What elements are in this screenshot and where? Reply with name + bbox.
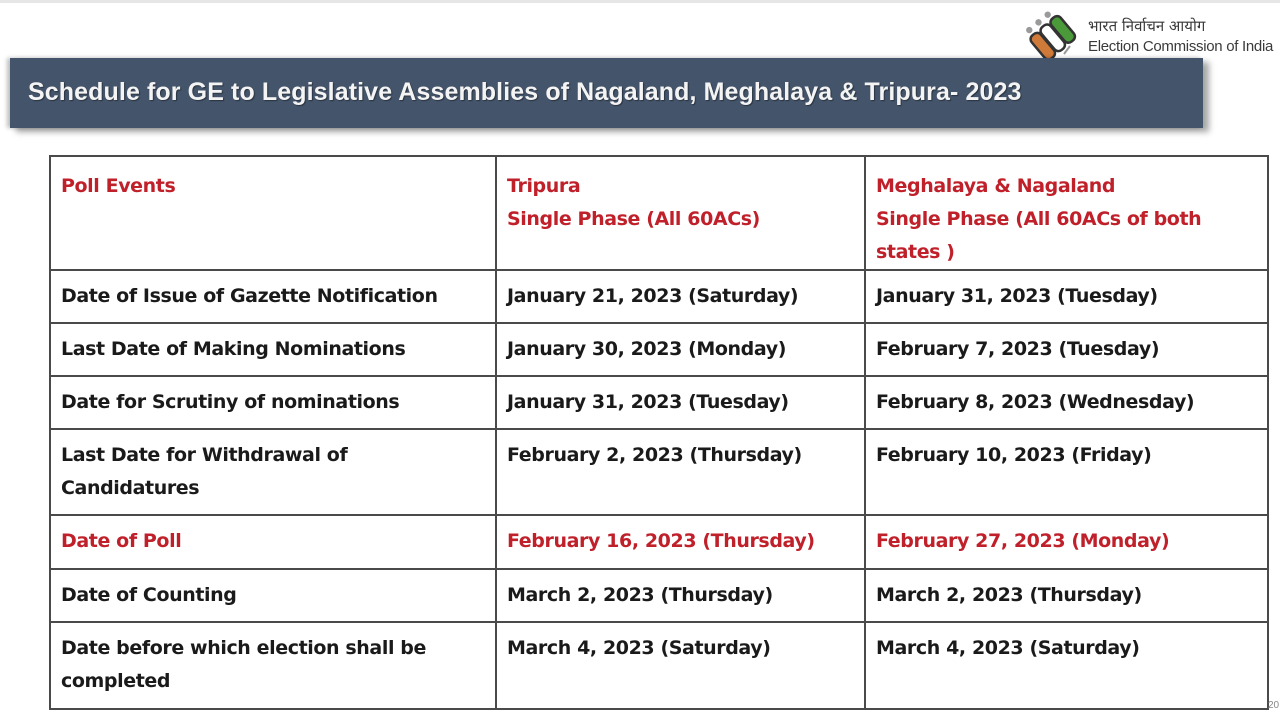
mn-date-cell: March 2, 2023 (Thursday): [865, 569, 1268, 622]
tripura-date-cell: January 21, 2023 (Saturday): [496, 270, 865, 323]
table-row-date-of-poll: [50, 515, 1268, 569]
mn-date-cell: February 10, 2023 (Friday): [865, 429, 1268, 515]
header-tripura-state: Tripura: [507, 175, 581, 197]
event-cell: Date before which election shall be completed: [50, 622, 496, 709]
table-header-row: [50, 156, 1268, 270]
header-mn-phase: Single Phase (All 60ACs of both states ): [876, 208, 1202, 263]
tripura-date-cell: February 16, 2023 (Thursday): [496, 515, 865, 569]
event-cell: Last Date of Making Nominations: [50, 323, 496, 376]
evm-ballot-icon: [1024, 10, 1082, 60]
header-tripura-phase: Single Phase (All 60ACs): [507, 208, 760, 230]
tripura-date-cell: March 4, 2023 (Saturday): [496, 622, 865, 709]
event-cell: Date of Poll: [50, 515, 496, 569]
tripura-date-cell: March 2, 2023 (Thursday): [496, 569, 865, 622]
table-row: [50, 376, 1268, 429]
schedule-table: [49, 155, 1269, 710]
eci-hindi-name: भारत निर्वाचन आयोग: [1088, 17, 1206, 35]
top-edge-divider: [0, 0, 1280, 3]
page-title: Schedule for GE to Legislative Assemblies of Nagaland, Meghalaya & Tripura- 2023: [28, 78, 1022, 106]
header-tripura: [496, 156, 865, 270]
table-row: [50, 569, 1268, 622]
mn-date-cell: March 4, 2023 (Saturday): [865, 622, 1268, 709]
event-cell: Date of Issue of Gazette Notification: [50, 270, 496, 323]
table-row: [50, 429, 1268, 515]
tripura-date-cell: January 31, 2023 (Tuesday): [496, 376, 865, 429]
eci-logo: [1024, 8, 1280, 60]
tripura-date-cell: January 30, 2023 (Monday): [496, 323, 865, 376]
mn-date-cell: February 8, 2023 (Wednesday): [865, 376, 1268, 429]
slide-number-fragment: 20: [1268, 700, 1280, 711]
event-cell: Last Date for Withdrawal of Candidatures: [50, 429, 496, 515]
tripura-date-cell: February 2, 2023 (Thursday): [496, 429, 865, 515]
mn-date-cell: January 31, 2023 (Tuesday): [865, 270, 1268, 323]
title-banner: [10, 58, 1203, 128]
eci-english-name: Election Commission of India: [1088, 38, 1274, 55]
mn-date-cell: February 27, 2023 (Monday): [865, 515, 1268, 569]
mn-date-cell: February 7, 2023 (Tuesday): [865, 323, 1268, 376]
header-meghalaya-nagaland: [865, 156, 1268, 270]
event-cell: Date for Scrutiny of nominations: [50, 376, 496, 429]
table-row: [50, 323, 1268, 376]
table-row: [50, 270, 1268, 323]
event-cell: Date of Counting: [50, 569, 496, 622]
header-mn-states: Meghalaya & Nagaland: [876, 175, 1116, 197]
header-poll-events: [50, 156, 496, 270]
table-row: [50, 622, 1268, 709]
header-poll-events-label: Poll Events: [61, 175, 176, 197]
